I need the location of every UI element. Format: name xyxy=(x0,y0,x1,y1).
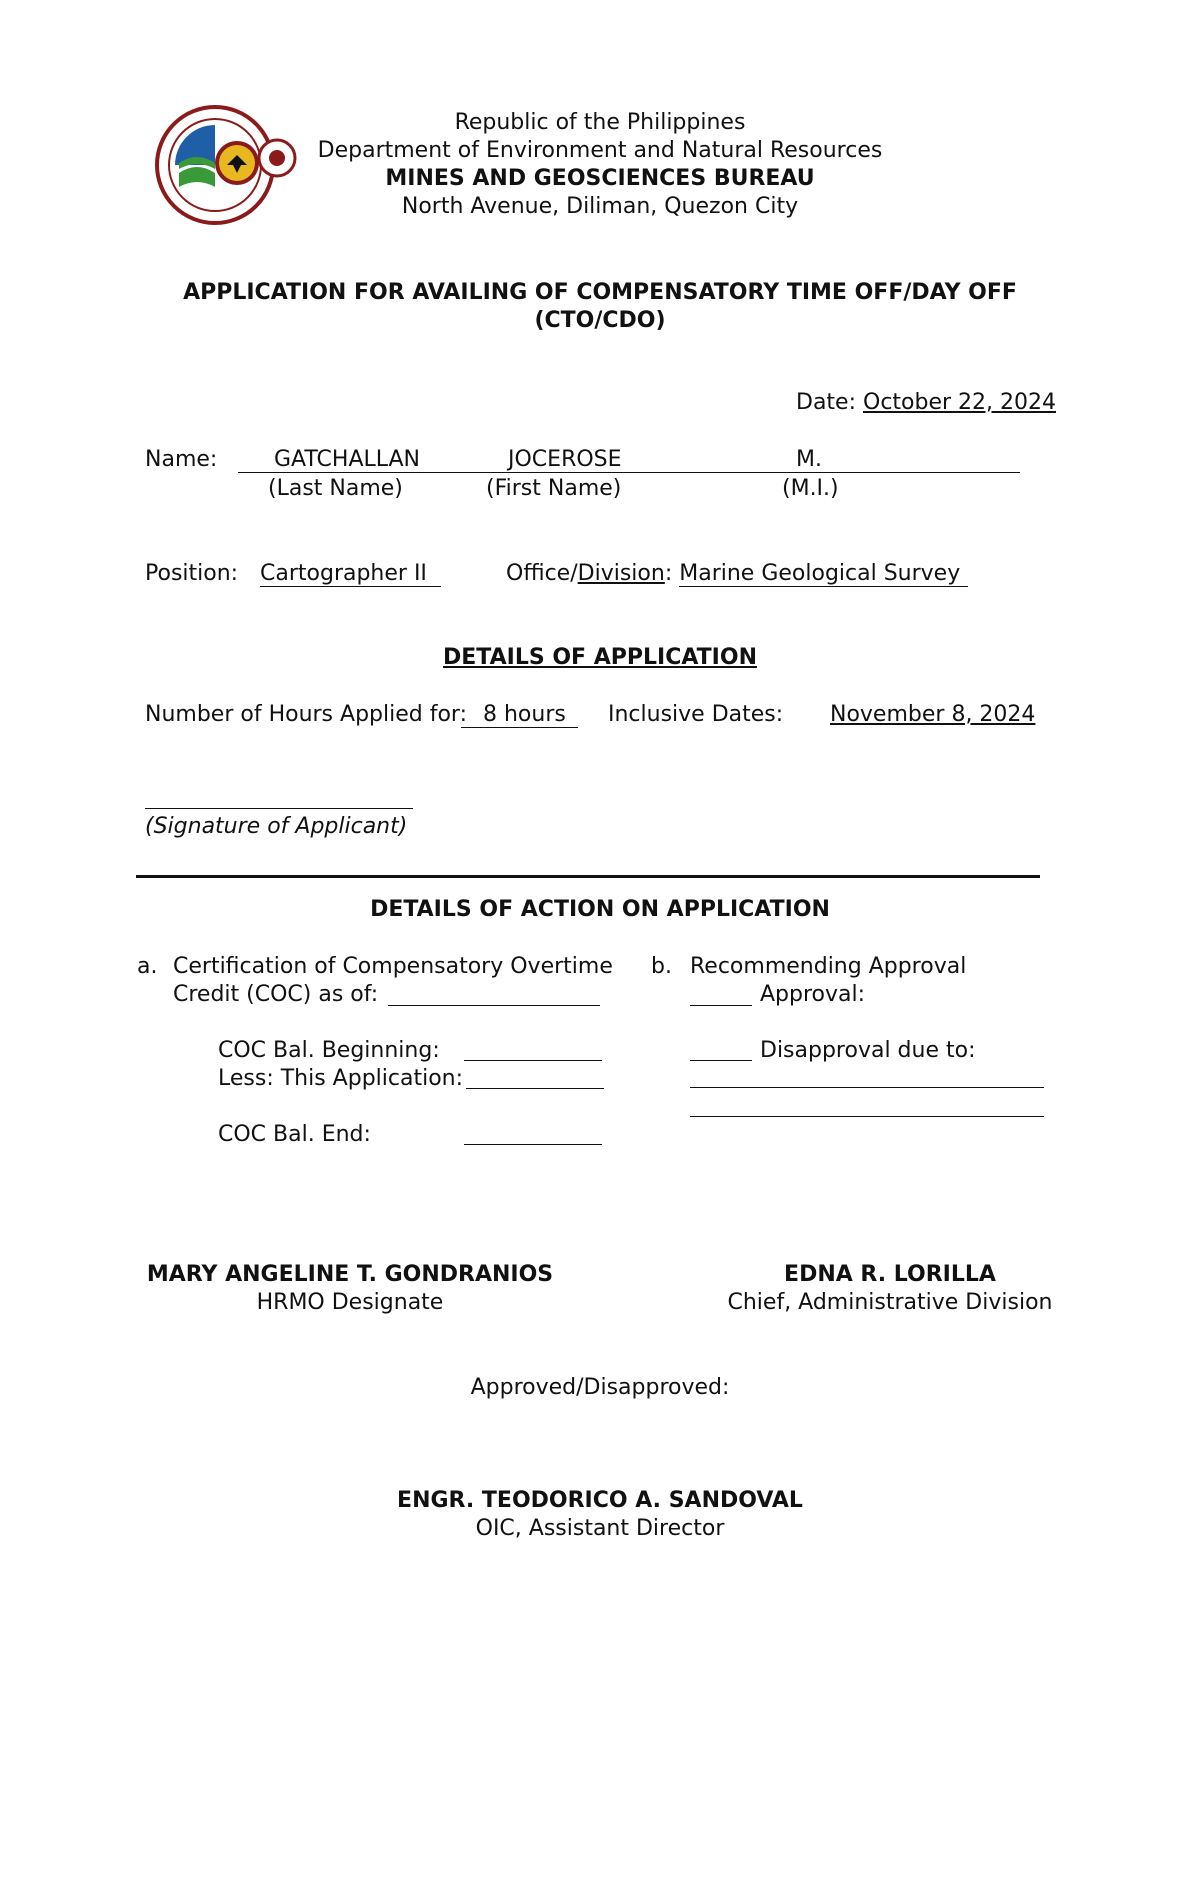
details-heading: DETAILS OF APPLICATION xyxy=(443,645,757,670)
form-subtitle: (CTO/CDO) xyxy=(534,308,666,333)
middle-initial-value[interactable]: M. xyxy=(796,447,822,472)
action-heading: DETAILS OF ACTION ON APPLICATION xyxy=(370,897,830,922)
a-line-2: Credit (COC) as of: xyxy=(173,982,379,1007)
header-line-denr: Department of Environment and Natural Resources xyxy=(317,138,883,163)
director-name: ENGR. TEODORICO A. SANDOVAL xyxy=(397,1488,803,1513)
disapproval-label: Disapproval due to: xyxy=(760,1038,976,1063)
a-line-1: Certification of Compensatory Overtime xyxy=(173,954,613,979)
approval-line xyxy=(690,1005,752,1006)
name-underline xyxy=(238,472,1020,473)
less-application-line xyxy=(466,1088,604,1089)
less-application-label: Less: This Application: xyxy=(218,1066,464,1091)
division-label: Division xyxy=(577,561,665,586)
header-line-republic: Republic of the Philippines xyxy=(454,110,746,135)
first-name-value[interactable]: JOCEROSE xyxy=(508,447,622,472)
header-line-address: North Avenue, Diliman, Quezon City xyxy=(401,194,799,219)
disapproval-line xyxy=(690,1060,752,1061)
hours-label: Number of Hours Applied for: xyxy=(145,702,467,727)
date-label: Date: xyxy=(796,390,856,415)
name-label: Name: xyxy=(145,447,218,472)
coc-end-line xyxy=(464,1144,602,1145)
date-value[interactable]: October 22, 2024 xyxy=(863,390,1057,415)
coc-end-label: COC Bal. End: xyxy=(218,1122,371,1147)
disapproval-reason-line-1 xyxy=(690,1087,1044,1088)
approval-label: Approval: xyxy=(760,982,866,1007)
office-value[interactable]: Marine Geological Survey xyxy=(679,561,968,587)
office-colon: : xyxy=(664,561,673,586)
hours-field xyxy=(461,702,578,728)
office-row xyxy=(506,561,968,587)
position-value[interactable]: Cartographer II xyxy=(260,561,441,587)
hrmo-title: HRMO Designate xyxy=(256,1290,444,1315)
inclusive-dates-label: Inclusive Dates: xyxy=(608,702,784,727)
date-row xyxy=(796,390,1056,415)
signature-caption: (Signature of Applicant) xyxy=(145,814,408,839)
chief-title: Chief, Administrative Division xyxy=(727,1290,1053,1315)
signature-line xyxy=(145,808,413,809)
office-label: Office/ xyxy=(506,561,578,586)
first-name-caption: (First Name) xyxy=(486,476,622,501)
disapproval-reason-line-2 xyxy=(690,1116,1044,1117)
b-line-1: Recommending Approval xyxy=(690,954,967,979)
section-separator xyxy=(136,875,1040,878)
position-label: Position: xyxy=(145,561,239,586)
inclusive-dates-value[interactable]: November 8, 2024 xyxy=(830,702,1036,727)
last-name-value[interactable]: GATCHALLAN xyxy=(274,447,421,472)
mi-caption: (M.I.) xyxy=(782,476,839,501)
coc-as-of-line xyxy=(388,1005,600,1006)
a-letter: a. xyxy=(137,954,158,979)
b-letter: b. xyxy=(651,954,672,979)
hours-value[interactable]: 8 hours xyxy=(461,702,578,728)
coc-beginning-label: COC Bal. Beginning: xyxy=(218,1038,440,1063)
approved-disapproved-label: Approved/Disapproved: xyxy=(470,1375,730,1400)
coc-beginning-line xyxy=(464,1060,602,1061)
position-field xyxy=(260,561,441,587)
chief-name: EDNA R. LORILLA xyxy=(784,1262,996,1287)
header-line-mgb: MINES AND GEOSCIENCES BUREAU xyxy=(385,166,815,191)
director-title: OIC, Assistant Director xyxy=(475,1516,725,1541)
hrmo-name: MARY ANGELINE T. GONDRANIOS xyxy=(146,1262,554,1287)
last-name-caption: (Last Name) xyxy=(268,476,403,501)
form-title: APPLICATION FOR AVAILING OF COMPENSATORY TIME OFF/DAY OFF xyxy=(183,280,1017,305)
